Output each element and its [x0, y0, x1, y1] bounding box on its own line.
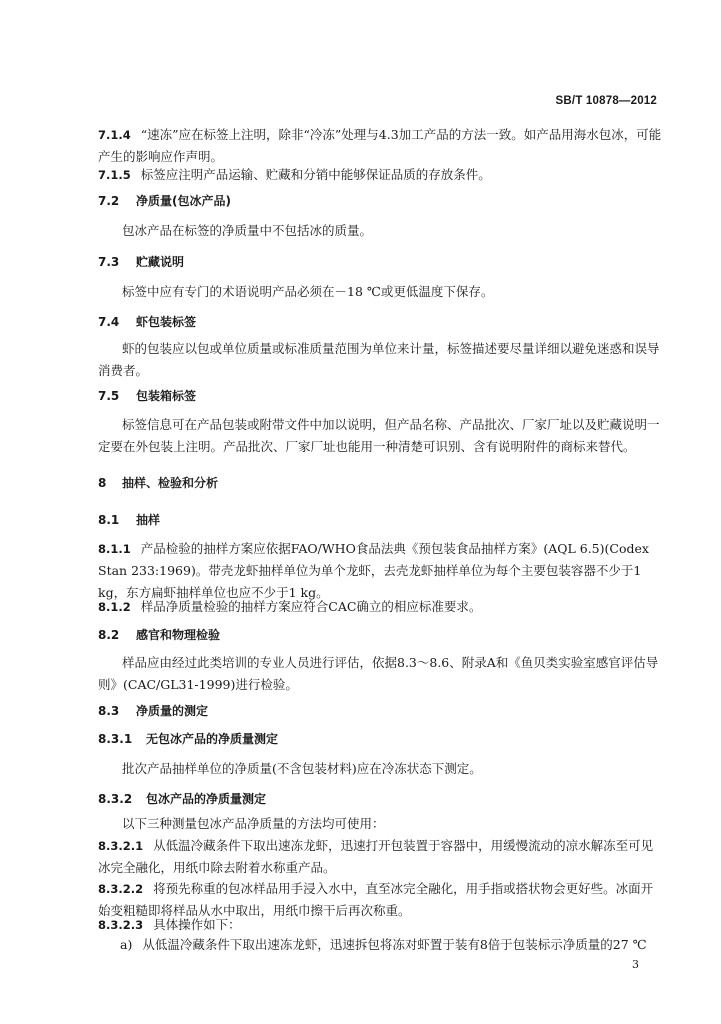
clause-7-1-4 [98, 124, 663, 168]
heading-number: 8.3.1 [98, 732, 133, 746]
clause-8-3-2-3 [98, 914, 663, 936]
heading-title: 无包冰产品的净质量测定 [146, 732, 279, 746]
heading-title: 净质量(包冰产品) [136, 194, 231, 208]
heading-number: 8.3.2 [98, 792, 133, 806]
heading-8-3-2 [98, 788, 663, 810]
para-8-2: 样品应由经过此类培训的专业人员进行评估，依据8.3～8.6、附录A和《鱼贝类实验室感官评估导则》(CAC/GL31-1999)进行检验。 [98, 655, 659, 692]
clause-text: 具体操作如下： [153, 917, 241, 932]
para-8-3-1: 批次产品抽样单位的净质量(不含包装材料)应在冷冻状态下测定。 [122, 761, 482, 776]
clause-number: 8.3.2.2 [98, 882, 144, 896]
heading-number: 8 [98, 476, 107, 490]
heading-number: 8.1 [98, 513, 120, 527]
heading-8-1 [98, 509, 663, 531]
list-item-a [98, 934, 663, 956]
heading-title: 净质量的测定 [136, 704, 209, 718]
clause-text: “速冻”应在标签上注明，除非“冷冻”处理与4.3加工产品的方法一致。如产品用海水包冰，可能产生的影响应作声明。 [98, 127, 662, 164]
heading-title: 包装箱标签 [136, 389, 197, 403]
heading-title: 抽样、检验和分析 [122, 476, 219, 490]
clause-text: 标签应注明产品运输、贮藏和分销中能够保证品质的存放条件。 [140, 167, 491, 182]
clause-text: 产品检验的抽样方案应依据FAO/WHO食品法典《预包装食品抽样方案》(AQL 6.5)(Codex Stan 233:1969)。带壳龙虾抽样单位为单个龙虾，去壳龙虾抽样单位为每个主要包装容器不少于1 kg，东方扁虾抽样单位也应不少于1 kg。 [98, 541, 649, 600]
clause-number: 7.1.4 [98, 128, 131, 142]
list-marker: a) [120, 937, 133, 952]
para-7-4: 虾的包装应以包或单位质量或标准质量范围为单位来计量，标签描述要尽量详细以避免迷惑和误导消费者。 [98, 341, 660, 378]
heading-number: 7.3 [98, 255, 120, 269]
heading-title: 包冰产品的净质量测定 [146, 792, 267, 806]
clause-8-1-1 [98, 538, 663, 604]
heading-8-2 [98, 624, 663, 646]
heading-8-3 [98, 700, 663, 722]
clause-8-3-2-1 [98, 835, 663, 879]
heading-7-5 [98, 385, 663, 407]
para-8-3-2: 以下三种测量包冰产品净质量的方法均可使用： [122, 816, 385, 831]
clause-number: 8.3.2.3 [98, 918, 144, 932]
clause-7-1-5 [98, 164, 663, 186]
heading-title: 贮藏说明 [136, 255, 185, 269]
clause-number: 7.1.5 [98, 168, 131, 182]
clause-text: 将预先称重的包冰样品用手浸入水中，直至冰完全融化，用手指或搭状物会更好些。冰面开始变粗糙即将样品从水中取出，用纸巾擦干后再次称重。 [98, 881, 654, 918]
clause-text: 样品净质量检验的抽样方案应符合CAC确立的相应标准要求。 [140, 599, 482, 614]
heading-title: 虾包装标签 [136, 315, 197, 329]
clause-8-1-2 [98, 596, 663, 618]
heading-8-3-1 [98, 728, 663, 750]
standard-code: SB/T 10878—2012 [555, 95, 657, 107]
heading-number: 7.2 [98, 194, 120, 208]
clause-number: 8.1.1 [98, 542, 131, 556]
heading-number: 8.2 [98, 628, 120, 642]
heading-7-2 [98, 190, 663, 212]
heading-number: 8.3 [98, 704, 120, 718]
heading-8 [98, 472, 663, 494]
heading-7-4 [98, 311, 663, 333]
heading-number: 7.5 [98, 389, 120, 403]
heading-title: 感官和物理检验 [136, 628, 221, 642]
heading-title: 抽样 [136, 513, 161, 527]
page-number: 3 [632, 958, 639, 971]
para-7-3: 标签中应有专门的术语说明产品必须在－18 ℃或更低温度下保存。 [122, 284, 494, 299]
clause-number: 8.1.2 [98, 600, 131, 614]
clause-text: 从低温冷藏条件下取出速冻龙虾，迅速打开包装置于容器中，用缓慢流动的凉水解冻至可见冰完全融化，用纸巾除去附着水称重产品。 [98, 838, 654, 875]
para-7-2: 包冰产品在标签的净质量中不包括冰的质量。 [122, 223, 373, 238]
para-7-5: 标签信息可在产品包装或附带文件中加以说明，但产品名称、产品批次、厂家厂址以及贮藏说明一定要在外包装上注明。产品批次、厂家厂址也能用一种清楚可识别、含有说明附件的商标来替代。 [98, 417, 660, 454]
clause-number: 8.3.2.1 [98, 839, 144, 853]
heading-number: 7.4 [98, 315, 120, 329]
heading-7-3 [98, 251, 663, 273]
list-item-text: 从低温冷藏条件下取出速冻龙虾，迅速拆包将冻对虾置于装有8倍于包装标示净质量的27 ℃ [142, 937, 647, 952]
